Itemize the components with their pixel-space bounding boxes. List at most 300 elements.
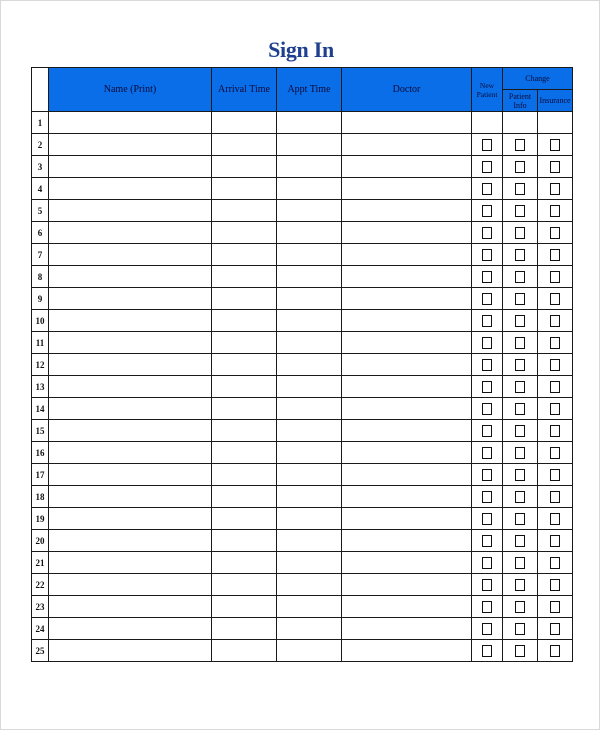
patient-info-checkbox[interactable] — [515, 447, 525, 459]
appt-time-cell[interactable] — [277, 156, 342, 178]
patient-info-checkbox[interactable] — [515, 491, 525, 503]
doctor-cell[interactable] — [342, 420, 472, 442]
change-header: Change — [503, 68, 573, 90]
arrival-time-cell[interactable] — [212, 266, 277, 288]
arrival-time-cell[interactable] — [212, 156, 277, 178]
appt-time-cell[interactable] — [277, 310, 342, 332]
patient-info-cell — [503, 332, 538, 354]
doctor-cell[interactable] — [342, 134, 472, 156]
arrival-time-cell[interactable] — [212, 134, 277, 156]
insurance-cell — [538, 134, 573, 156]
new-patient-cell — [472, 442, 503, 464]
row-number-header — [32, 68, 49, 112]
appt-time-cell[interactable] — [277, 530, 342, 552]
new-patient-checkbox[interactable] — [482, 469, 492, 481]
name-cell[interactable] — [49, 618, 212, 640]
insurance-cell — [538, 574, 573, 596]
table-row — [32, 596, 573, 618]
name-cell[interactable] — [49, 464, 212, 486]
appt-time-cell[interactable] — [277, 552, 342, 574]
patient-info-checkbox[interactable] — [515, 205, 525, 217]
new-patient-cell — [472, 376, 503, 398]
arrival-time-cell[interactable] — [212, 354, 277, 376]
name-cell[interactable] — [49, 354, 212, 376]
appt-time-cell[interactable] — [277, 134, 342, 156]
insurance-cell — [538, 464, 573, 486]
table-row — [32, 376, 573, 398]
new-patient-cell — [472, 354, 503, 376]
new-patient-cell — [472, 574, 503, 596]
name-cell[interactable] — [49, 508, 212, 530]
appt-time-cell[interactable] — [277, 332, 342, 354]
insurance-cell — [538, 178, 573, 200]
patient-info-checkbox[interactable] — [515, 227, 525, 239]
table-row — [32, 244, 573, 266]
insurance-checkbox[interactable] — [550, 601, 560, 613]
doctor-cell[interactable] — [342, 486, 472, 508]
new-patient-checkbox[interactable] — [482, 271, 492, 283]
row-number: 25 — [32, 640, 49, 662]
patient-info-cell — [503, 552, 538, 574]
name-cell[interactable] — [49, 552, 212, 574]
appt-time-cell[interactable] — [277, 266, 342, 288]
insurance-cell — [538, 222, 573, 244]
new-patient-cell — [472, 398, 503, 420]
insurance-checkbox[interactable] — [550, 623, 560, 635]
new-patient-header — [472, 68, 503, 112]
new-patient-cell — [472, 288, 503, 310]
doctor-cell[interactable] — [342, 178, 472, 200]
table-row — [32, 464, 573, 486]
name-cell[interactable] — [49, 200, 212, 222]
appt-time-cell[interactable] — [277, 640, 342, 662]
row-number: 2 — [32, 134, 49, 156]
name-cell[interactable] — [49, 420, 212, 442]
table-row — [32, 442, 573, 464]
new-patient-checkbox[interactable] — [482, 557, 492, 569]
new-patient-cell — [472, 134, 503, 156]
name-cell[interactable] — [49, 640, 212, 662]
insurance-checkbox[interactable] — [550, 491, 560, 503]
table-row — [32, 310, 573, 332]
arrival-time-cell[interactable] — [212, 222, 277, 244]
new-patient-header-line1: New — [479, 80, 495, 90]
arrival-time-cell[interactable] — [212, 508, 277, 530]
name-cell[interactable] — [49, 134, 212, 156]
arrival-time-cell[interactable] — [212, 178, 277, 200]
arrival-time-cell[interactable] — [212, 376, 277, 398]
appt-time-cell[interactable] — [277, 420, 342, 442]
row-number: 19 — [32, 508, 49, 530]
insurance-checkbox[interactable] — [550, 359, 560, 371]
arrival-time-cell[interactable] — [212, 442, 277, 464]
name-cell[interactable] — [49, 178, 212, 200]
new-patient-checkbox[interactable] — [482, 359, 492, 371]
insurance-checkbox[interactable] — [550, 271, 560, 283]
table-row — [32, 552, 573, 574]
table-row — [32, 618, 573, 640]
appt-time-cell[interactable] — [277, 596, 342, 618]
patient-info-cell — [503, 222, 538, 244]
document-title: Sign In — [268, 37, 334, 62]
appt-time-cell[interactable] — [277, 222, 342, 244]
appt-time-cell[interactable] — [277, 244, 342, 266]
insurance-cell — [538, 552, 573, 574]
row-number: 10 — [32, 310, 49, 332]
new-patient-checkbox[interactable] — [482, 491, 492, 503]
patient-info-checkbox[interactable] — [515, 579, 525, 591]
patient-info-checkbox[interactable] — [515, 645, 525, 657]
row-number: 9 — [32, 288, 49, 310]
table-row — [32, 530, 573, 552]
table-body — [32, 112, 573, 662]
new-patient-cell — [472, 552, 503, 574]
row-number: 13 — [32, 376, 49, 398]
new-patient-checkbox[interactable] — [482, 205, 492, 217]
patient-info-cell — [503, 508, 538, 530]
insurance-checkbox[interactable] — [550, 183, 560, 195]
insurance-checkbox[interactable] — [550, 469, 560, 481]
insurance-cell — [538, 244, 573, 266]
new-patient-checkbox[interactable] — [482, 447, 492, 459]
new-patient-checkbox[interactable] — [482, 161, 492, 173]
insurance-cell — [538, 398, 573, 420]
insurance-cell — [538, 332, 573, 354]
name-cell[interactable] — [49, 442, 212, 464]
arrival-time-cell[interactable] — [212, 552, 277, 574]
new-patient-cell — [472, 618, 503, 640]
row-number: 22 — [32, 574, 49, 596]
row-number: 23 — [32, 596, 49, 618]
insurance-cell — [538, 156, 573, 178]
patient-info-cell — [503, 178, 538, 200]
row-number: 15 — [32, 420, 49, 442]
new-patient-checkbox[interactable] — [482, 315, 492, 327]
arrival-time-header: Arrival Time — [212, 68, 277, 112]
table-row — [32, 508, 573, 530]
appt-time-cell[interactable] — [277, 618, 342, 640]
insurance-checkbox[interactable] — [550, 579, 560, 591]
new-patient-checkbox[interactable] — [482, 337, 492, 349]
table-row — [32, 354, 573, 376]
name-cell[interactable] — [49, 222, 212, 244]
insurance-cell — [538, 310, 573, 332]
patient-info-cell — [503, 486, 538, 508]
name-cell[interactable] — [49, 530, 212, 552]
patient-info-checkbox[interactable] — [515, 469, 525, 481]
new-patient-checkbox[interactable] — [482, 535, 492, 547]
insurance-checkbox[interactable] — [550, 161, 560, 173]
new-patient-cell — [472, 530, 503, 552]
new-patient-checkbox[interactable] — [482, 579, 492, 591]
arrival-time-cell[interactable] — [212, 640, 277, 662]
patient-info-cell — [503, 618, 538, 640]
appt-time-cell[interactable] — [277, 178, 342, 200]
arrival-time-cell[interactable] — [212, 486, 277, 508]
doctor-cell[interactable] — [342, 574, 472, 596]
name-cell[interactable] — [49, 156, 212, 178]
new-patient-cell — [472, 332, 503, 354]
arrival-time-cell[interactable] — [212, 530, 277, 552]
insurance-checkbox[interactable] — [550, 205, 560, 217]
insurance-checkbox[interactable] — [550, 249, 560, 261]
doctor-cell[interactable] — [342, 618, 472, 640]
arrival-time-cell[interactable] — [212, 288, 277, 310]
table-row — [32, 332, 573, 354]
patient-info-checkbox[interactable] — [515, 557, 525, 569]
patient-info-cell — [503, 288, 538, 310]
doctor-cell[interactable] — [342, 288, 472, 310]
appt-time-cell[interactable] — [277, 508, 342, 530]
new-patient-cell — [472, 266, 503, 288]
patient-info-cell — [503, 442, 538, 464]
appt-time-cell[interactable] — [277, 574, 342, 596]
table-row — [32, 112, 573, 134]
name-cell[interactable] — [49, 310, 212, 332]
table-row — [32, 486, 573, 508]
patient-info-checkbox[interactable] — [515, 293, 525, 305]
new-patient-cell — [472, 112, 503, 134]
patient-info-checkbox[interactable] — [515, 359, 525, 371]
doctor-cell[interactable] — [342, 376, 472, 398]
row-number: 8 — [32, 266, 49, 288]
insurance-cell — [538, 112, 573, 134]
table-row — [32, 398, 573, 420]
name-cell[interactable] — [49, 376, 212, 398]
table-row — [32, 266, 573, 288]
name-cell[interactable] — [49, 398, 212, 420]
doctor-cell[interactable] — [342, 508, 472, 530]
new-patient-checkbox[interactable] — [482, 227, 492, 239]
patient-info-checkbox[interactable] — [515, 315, 525, 327]
table-row — [32, 222, 573, 244]
doctor-cell[interactable] — [342, 266, 472, 288]
appt-time-cell[interactable] — [277, 200, 342, 222]
insurance-cell — [538, 420, 573, 442]
new-patient-cell — [472, 596, 503, 618]
patient-info-cell — [503, 398, 538, 420]
insurance-cell — [538, 508, 573, 530]
patient-info-cell — [503, 464, 538, 486]
appt-time-cell[interactable] — [277, 288, 342, 310]
new-patient-checkbox[interactable] — [482, 645, 492, 657]
new-patient-cell — [472, 244, 503, 266]
insurance-checkbox[interactable] — [550, 425, 560, 437]
patient-info-cell — [503, 530, 538, 552]
doctor-cell[interactable] — [342, 596, 472, 618]
insurance-cell — [538, 640, 573, 662]
insurance-checkbox[interactable] — [550, 293, 560, 305]
patient-info-cell — [503, 134, 538, 156]
name-cell[interactable] — [49, 288, 212, 310]
insurance-checkbox[interactable] — [550, 645, 560, 657]
arrival-time-cell[interactable] — [212, 574, 277, 596]
row-number: 7 — [32, 244, 49, 266]
new-patient-checkbox[interactable] — [482, 425, 492, 437]
name-header: Name (Print) — [49, 68, 212, 112]
arrival-time-cell[interactable] — [212, 596, 277, 618]
doctor-cell[interactable] — [342, 332, 472, 354]
patient-info-checkbox[interactable] — [515, 601, 525, 613]
table-row — [32, 640, 573, 662]
arrival-time-cell[interactable] — [212, 464, 277, 486]
appt-time-cell[interactable] — [277, 112, 342, 134]
insurance-cell — [538, 530, 573, 552]
new-patient-cell — [472, 178, 503, 200]
new-patient-checkbox[interactable] — [482, 293, 492, 305]
new-patient-checkbox[interactable] — [482, 403, 492, 415]
patient-info-cell — [503, 156, 538, 178]
patient-info-checkbox[interactable] — [515, 403, 525, 415]
arrival-time-cell[interactable] — [212, 244, 277, 266]
new-patient-checkbox[interactable] — [482, 249, 492, 261]
appt-time-cell[interactable] — [277, 354, 342, 376]
arrival-time-cell[interactable] — [212, 310, 277, 332]
patient-info-checkbox[interactable] — [515, 425, 525, 437]
insurance-checkbox[interactable] — [550, 513, 560, 525]
new-patient-cell — [472, 640, 503, 662]
appt-time-cell[interactable] — [277, 442, 342, 464]
new-patient-checkbox[interactable] — [482, 183, 492, 195]
table-row — [32, 574, 573, 596]
patient-info-checkbox[interactable] — [515, 535, 525, 547]
doctor-header: Doctor — [342, 68, 472, 112]
doctor-cell[interactable] — [342, 244, 472, 266]
insurance-cell — [538, 354, 573, 376]
doctor-cell[interactable] — [342, 640, 472, 662]
patient-info-cell — [503, 376, 538, 398]
arrival-time-cell[interactable] — [212, 618, 277, 640]
patient-info-cell — [503, 574, 538, 596]
patient-info-checkbox[interactable] — [515, 183, 525, 195]
row-number: 12 — [32, 354, 49, 376]
patient-info-cell — [503, 266, 538, 288]
insurance-checkbox[interactable] — [550, 403, 560, 415]
row-number: 21 — [32, 552, 49, 574]
sign-in-table — [31, 67, 573, 662]
insurance-checkbox[interactable] — [550, 227, 560, 239]
new-patient-cell — [472, 508, 503, 530]
patient-info-checkbox[interactable] — [515, 271, 525, 283]
arrival-time-cell[interactable] — [212, 112, 277, 134]
new-patient-checkbox[interactable] — [482, 601, 492, 613]
patient-info-checkbox[interactable] — [515, 161, 525, 173]
new-patient-header-line2: Patient — [476, 89, 498, 99]
new-patient-checkbox[interactable] — [482, 139, 492, 151]
new-patient-checkbox[interactable] — [482, 513, 492, 525]
doctor-cell[interactable] — [342, 552, 472, 574]
appt-time-cell[interactable] — [277, 398, 342, 420]
insurance-cell — [538, 266, 573, 288]
doctor-cell[interactable] — [342, 112, 472, 134]
name-cell[interactable] — [49, 266, 212, 288]
table-row — [32, 156, 573, 178]
row-number: 6 — [32, 222, 49, 244]
table-row — [32, 288, 573, 310]
row-number: 17 — [32, 464, 49, 486]
name-cell[interactable] — [49, 596, 212, 618]
patient-info-checkbox[interactable] — [515, 139, 525, 151]
insurance-checkbox[interactable] — [550, 535, 560, 547]
table-row — [32, 420, 573, 442]
patient-info-cell — [503, 310, 538, 332]
insurance-checkbox[interactable] — [550, 315, 560, 327]
insurance-checkbox[interactable] — [550, 381, 560, 393]
patient-info-cell — [503, 200, 538, 222]
patient-info-checkbox[interactable] — [515, 623, 525, 635]
insurance-checkbox[interactable] — [550, 447, 560, 459]
row-number: 3 — [32, 156, 49, 178]
doctor-cell[interactable] — [342, 310, 472, 332]
arrival-time-cell[interactable] — [212, 200, 277, 222]
name-cell[interactable] — [49, 332, 212, 354]
insurance-checkbox[interactable] — [550, 139, 560, 151]
patient-info-cell — [503, 244, 538, 266]
row-number: 14 — [32, 398, 49, 420]
arrival-time-cell[interactable] — [212, 332, 277, 354]
appt-time-cell[interactable] — [277, 376, 342, 398]
doctor-cell[interactable] — [342, 354, 472, 376]
appt-time-cell[interactable] — [277, 486, 342, 508]
arrival-time-cell[interactable] — [212, 420, 277, 442]
new-patient-cell — [472, 464, 503, 486]
new-patient-checkbox[interactable] — [482, 623, 492, 635]
name-cell[interactable] — [49, 574, 212, 596]
table-row — [32, 178, 573, 200]
new-patient-cell — [472, 156, 503, 178]
row-number: 24 — [32, 618, 49, 640]
patient-info-cell — [503, 596, 538, 618]
doctor-cell[interactable] — [342, 398, 472, 420]
insurance-cell — [538, 618, 573, 640]
name-cell[interactable] — [49, 112, 212, 134]
name-cell[interactable] — [49, 486, 212, 508]
doctor-cell[interactable] — [342, 156, 472, 178]
arrival-time-cell[interactable] — [212, 398, 277, 420]
patient-info-checkbox[interactable] — [515, 249, 525, 261]
appt-time-cell[interactable] — [277, 464, 342, 486]
insurance-cell — [538, 486, 573, 508]
table-row — [32, 134, 573, 156]
doctor-cell[interactable] — [342, 222, 472, 244]
new-patient-cell — [472, 486, 503, 508]
insurance-cell — [538, 376, 573, 398]
insurance-checkbox[interactable] — [550, 337, 560, 349]
doctor-cell[interactable] — [342, 464, 472, 486]
patient-info-header: Patient Info — [503, 90, 538, 112]
new-patient-cell — [472, 200, 503, 222]
new-patient-checkbox[interactable] — [482, 381, 492, 393]
doctor-cell[interactable] — [342, 530, 472, 552]
row-number: 11 — [32, 332, 49, 354]
doctor-cell[interactable] — [342, 200, 472, 222]
insurance-cell — [538, 200, 573, 222]
patient-info-checkbox[interactable] — [515, 513, 525, 525]
patient-info-checkbox[interactable] — [515, 381, 525, 393]
patient-info-cell — [503, 640, 538, 662]
patient-info-checkbox[interactable] — [515, 337, 525, 349]
name-cell[interactable] — [49, 244, 212, 266]
new-patient-cell — [472, 310, 503, 332]
new-patient-cell — [472, 420, 503, 442]
insurance-header: Insurance — [538, 90, 573, 112]
doctor-cell[interactable] — [342, 442, 472, 464]
insurance-checkbox[interactable] — [550, 557, 560, 569]
patient-info-cell — [503, 420, 538, 442]
row-number: 1 — [32, 112, 49, 134]
row-number: 20 — [32, 530, 49, 552]
table-row — [32, 200, 573, 222]
